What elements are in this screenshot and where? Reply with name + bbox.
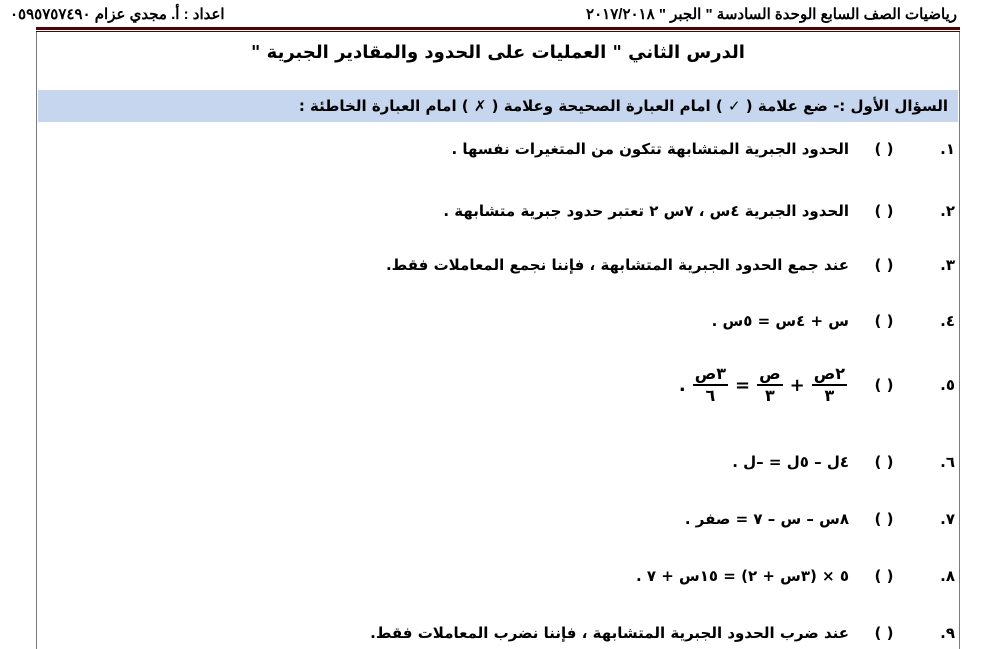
item-number: ٦. [940, 453, 955, 471]
header-rule-thin [36, 31, 960, 32]
list-item [451, 140, 955, 158]
list-item [685, 510, 955, 528]
list-item [636, 567, 955, 585]
item-text: س + ٤س = ٥س . [711, 312, 849, 330]
fraction-2 [757, 364, 783, 406]
answer-box[interactable]: ( ) [874, 256, 894, 274]
fraction-numerator: ص [757, 364, 783, 386]
fraction-denominator: ٣ [824, 386, 835, 405]
header-rule-thick [36, 27, 960, 30]
equals-sign: = [734, 374, 751, 396]
item-number: ٩. [940, 624, 955, 642]
item-number: ٤. [940, 312, 955, 330]
item-number: ٧. [940, 510, 955, 528]
item-text: ٥ × (٣س + ٢) = ١٥س + ٧ . [635, 567, 849, 585]
question-heading [38, 90, 958, 122]
fraction-numerator: ٣ص [693, 364, 728, 386]
lesson-title: الدرس الثاني " العمليات على الحدود والمقادير الجبرية " [251, 42, 745, 63]
list-item [370, 624, 955, 642]
item-number: ٨. [940, 567, 955, 585]
page-frame-left [36, 32, 37, 649]
list-item [674, 364, 955, 406]
fraction-denominator: ٦ [705, 386, 716, 405]
item-number: ١. [940, 140, 955, 158]
fraction-numerator: ٢ص [812, 364, 847, 386]
fraction-denominator: ٣ [764, 386, 775, 405]
answer-box[interactable]: ( ) [874, 624, 894, 642]
item-number: ٢. [940, 202, 955, 220]
list-item [443, 202, 955, 220]
answer-box[interactable]: ( ) [874, 376, 894, 394]
item-text: عند جمع الحدود الجبرية المتشابهة ، فإننا نجمع المعاملات فقط. [385, 256, 849, 274]
answer-box[interactable]: ( ) [874, 140, 894, 158]
fraction-1 [812, 364, 847, 406]
answer-box[interactable]: ( ) [874, 567, 894, 585]
end-period: . [678, 374, 686, 396]
question-instruction: السؤال الأول :- ضع علامة ( ✓ ) امام العبارة الصحيحة وعلامة ( ✗ ) امام العبارة الخاطئة : [298, 97, 948, 115]
fraction-3 [693, 364, 728, 406]
header-course-info: رياضيات الصف السابع الوحدة السادسة " الجبر " ٢٠١٧/٢٠١٨ [586, 6, 957, 23]
item-text: الحدود الجبرية ٤س ، ٧س ٢ تعتبر حدود جبرية متشابهة . [443, 202, 849, 220]
item-number: ٥. [940, 376, 955, 394]
header-author-info: اعداد : أ. مجدي عزام ٠٥٩٥٧٥٧٤٩٠ [10, 6, 225, 23]
item-text: الحدود الجبرية المتشابهة تتكون من المتغيرات نفسها . [451, 140, 849, 158]
answer-box[interactable]: ( ) [874, 510, 894, 528]
item-text: ٨س – س – ٧ = صفر . [684, 510, 849, 528]
item-text: ٤ل – ٥ل = –ل . [732, 453, 849, 471]
answer-box[interactable]: ( ) [874, 312, 894, 330]
answer-box[interactable]: ( ) [874, 202, 894, 220]
answer-box[interactable]: ( ) [874, 453, 894, 471]
page-header [0, 0, 991, 26]
list-item [712, 312, 955, 330]
item-text: عند ضرب الحدود الجبرية المتشابهة ، فإننا نضرب المعاملات فقط. [370, 624, 849, 642]
page-frame-right [959, 32, 960, 649]
list-item [732, 453, 955, 471]
plus-sign: + [789, 374, 805, 396]
item-number: ٣. [940, 256, 955, 274]
list-item [386, 256, 955, 274]
